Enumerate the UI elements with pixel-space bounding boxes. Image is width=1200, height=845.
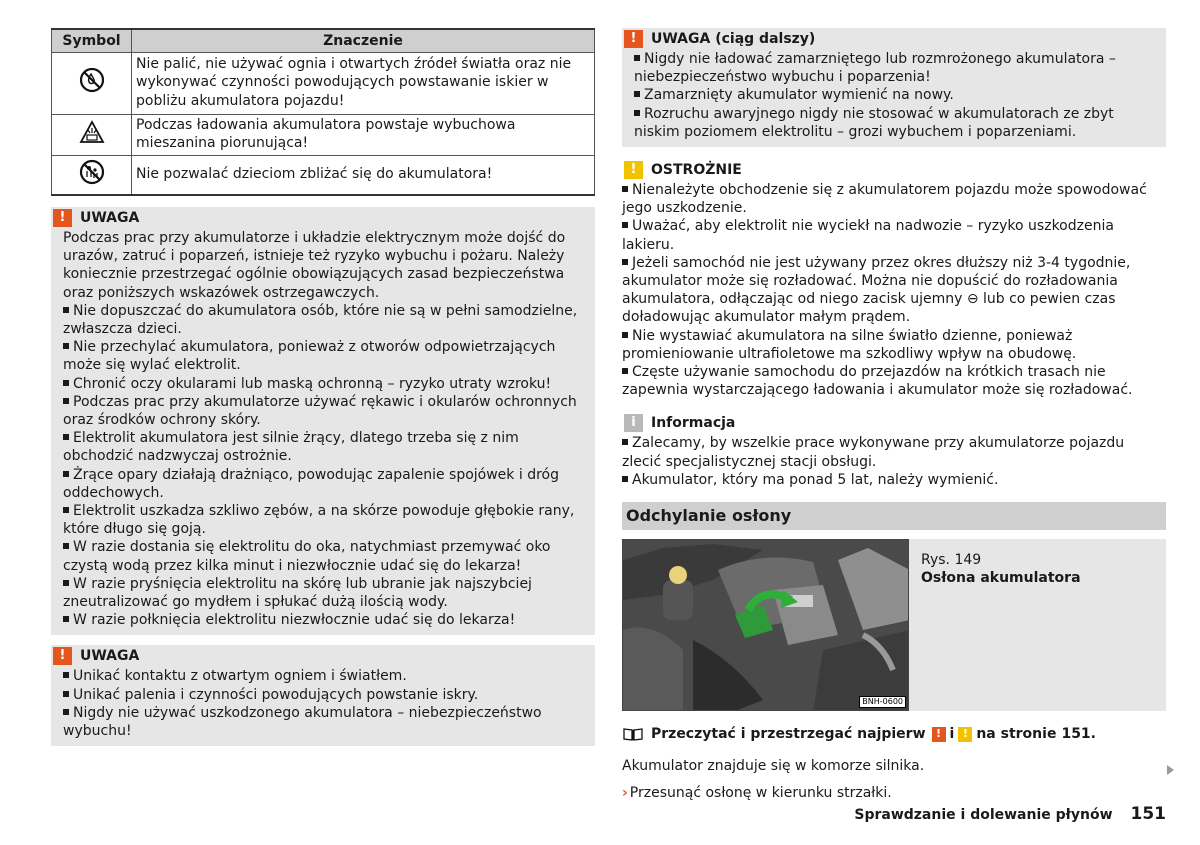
meaning-cell: Nie palić, nie używać ognia i otwartych źródeł światła oraz nie wykonywać czynności powodujących powstawanie iskier w pobliżu akumulatora pojazdu!	[132, 52, 595, 114]
list-item: Elektrolit akumulatora jest silnie żrący, dlatego trzeba się z nim obchodzić nadzwyczaj ostrożnie.	[63, 430, 519, 465]
symbol-cell	[52, 52, 132, 114]
step-item: › Przesunąć osłonę w kierunku strzałki.	[622, 785, 892, 802]
left-column	[51, 28, 595, 746]
info-title: Informacja	[651, 415, 736, 432]
list-item: Zamarznięty akumulator wymienić na nowy.	[634, 86, 1154, 104]
list-item: Zalecamy, by wszelkie prace wykonywane przy akumulatorze pojazdu zlecić specjalistycznej stacji obsługi.	[622, 435, 1125, 470]
table-header-symbol: Symbol	[52, 29, 132, 52]
bullet-icon	[622, 332, 628, 338]
warning-icon: !	[53, 209, 72, 227]
engine-bay-illustration	[623, 540, 909, 711]
list-item: Unikać kontaktu z otwartym ogniem i światłem.	[63, 667, 583, 685]
list-item: Nigdy nie ładować zamarzniętego lub rozmrożonego akumulatora – niebezpieczeństwo wybuchu i poparzenia!	[634, 51, 1116, 86]
bullet-icon	[622, 476, 628, 482]
warning-body	[51, 667, 595, 746]
warning-header	[51, 207, 595, 229]
warning-title: UWAGA	[80, 209, 140, 226]
warning-box	[51, 645, 595, 746]
keep-children-away-icon	[79, 159, 105, 185]
page-reference-link[interactable]: 151.	[1061, 725, 1096, 742]
meaning-cell: Nie pozwalać dzieciom zbliżać się do akumulatora!	[132, 155, 595, 195]
table-header-row	[52, 29, 595, 52]
table-row	[52, 155, 595, 195]
footer-section-title: Sprawdzanie i dolewanie płynów	[854, 807, 1113, 823]
warning-header	[622, 28, 1166, 50]
caution-ref-icon: !	[958, 727, 972, 742]
page-footer	[854, 805, 1166, 824]
explosive-mixture-icon	[79, 120, 105, 144]
caution-body	[622, 181, 1166, 399]
figure-row	[622, 539, 1166, 711]
list-item: Nienależyte obchodzenie się z akumulatorem pojazdu może spowodować jego uszkodzenie.	[622, 182, 1147, 217]
list-item: W razie połknięcia elektrolitu niezwłocznie udać się do lekarza!	[63, 611, 583, 629]
bullet-icon	[634, 110, 640, 116]
body-text: Akumulator znajduje się w komorze silnika.	[622, 758, 925, 775]
figure-image	[622, 539, 909, 711]
warning-title: UWAGA (ciąg dalszy)	[651, 30, 816, 47]
bullet-icon	[63, 672, 69, 678]
bullet-icon	[622, 368, 628, 374]
bullet-icon	[63, 471, 69, 477]
page-number: 151	[1130, 804, 1166, 824]
warning-box	[622, 28, 1166, 147]
info-icon: i	[624, 414, 643, 432]
warning-body	[622, 50, 1166, 147]
list-item: Uważać, aby elektrolit nie wyciekł na nadwozie – ryzyko uszkodzenia lakieru.	[622, 218, 1114, 253]
caution-section	[622, 159, 1166, 399]
book-icon	[622, 727, 644, 741]
right-column	[622, 28, 1166, 802]
list-item: Podczas prac przy akumulatorze używać rękawic i okularów ochronnych oraz środków ochrony skóry.	[63, 393, 577, 429]
figure-caption: Osłona akumulatora	[921, 570, 1081, 587]
figure-caption-panel	[909, 539, 1166, 711]
meaning-cell: Podczas ładowania akumulatora powstaje wybuchowa mieszanina piorunująca!	[132, 114, 595, 155]
list-item: Elektrolit uszkadza szkliwo zębów, a na skórze powoduje głębokie rany, które długo się goją.	[63, 503, 575, 538]
table-row	[52, 52, 595, 114]
list-item: Akumulator, który ma ponad 5 lat, należy wymienić.	[622, 471, 1166, 489]
read-first-and: i	[949, 725, 955, 742]
info-body	[622, 434, 1166, 489]
figure-label: Rys. 149	[921, 552, 982, 569]
info-header	[622, 412, 1166, 434]
bullet-icon	[63, 307, 69, 313]
warning-header	[51, 645, 595, 667]
read-first-line	[622, 724, 1166, 744]
bullet-icon	[63, 691, 69, 697]
warning-icon: !	[624, 30, 643, 48]
table-header-meaning: Znaczenie	[132, 29, 595, 52]
warning-title: UWAGA	[80, 648, 140, 665]
figure-code: BNH-0600	[859, 696, 906, 708]
list-item: W razie dostania się elektrolitu do oka, natychmiast przemywać oko czystą wodą przez kilka minut i niezwłocznie udać się do lekarza!	[63, 539, 551, 574]
bullet-icon	[63, 398, 69, 404]
list-item: Rozruchu awaryjnego nigdy nie stosować w akumulatorach ze zbyt niskim poziomem elektrolitu – grozi wybuchem i poparzeniami.	[634, 105, 1114, 140]
list-item: Nie przechylać akumulatora, ponieważ z otworów odpowietrzających może się wylać elektrolit.	[63, 339, 556, 374]
warning-ref-icon: !	[932, 727, 946, 742]
bullet-icon	[63, 616, 69, 622]
bullet-icon	[622, 222, 628, 228]
bullet-icon	[622, 186, 628, 192]
bullet-icon	[63, 343, 69, 349]
list-item: Żrące opary działają drażniąco, powodując zapalenie spojówek i dróg oddechowych.	[63, 466, 559, 501]
no-open-flame-icon	[79, 67, 105, 93]
bullet-icon	[63, 507, 69, 513]
list-item: Nie dopuszczać do akumulatora osób, które nie są w pełni samodzielne, zwłaszcza dzieci.	[63, 302, 578, 338]
symbol-cell	[52, 114, 132, 155]
table-row	[52, 114, 595, 155]
info-section	[622, 412, 1166, 489]
read-first-suffix: na stronie	[976, 725, 1057, 742]
warning-box	[51, 207, 595, 635]
list-item: W razie pryśnięcia elektrolitu na skórę lub ubranie jak najszybciej zneutralizować go mydłem i spłukać dużą ilością wody.	[63, 575, 532, 611]
list-item: Nie wystawiać akumulatora na silne światło dzienne, ponieważ promieniowanie ultrafioletowe ma szkodliwy wpływ na obudowę.	[622, 327, 1077, 362]
section-heading: Odchylanie osłony	[622, 502, 1166, 530]
list-item: Jeżeli samochód nie jest używany przez okres dłuższy niż 3-4 tygodnie, akumulator może się rozładować. Można nie dopuścić do rozładowania akumulatora, odłączając od niego zacisk ujemny ⊖ lub co pewien czas doładowując akumulator małym prądem.	[622, 254, 1131, 326]
read-first-prefix: Przeczytać i przestrzegać najpierw	[651, 725, 926, 742]
list-item: Unikać palenia i czynności powodujących powstanie iskry.	[63, 686, 583, 704]
list-item: Częste używanie samochodu do przejazdów na krótkich trasach nie zapewnia wystarczającego ładowania i akumulator może się rozładować.	[622, 364, 1133, 399]
bullet-icon	[63, 434, 69, 440]
bullet-icon	[63, 543, 69, 549]
bullet-icon	[63, 380, 69, 386]
bullet-icon	[634, 55, 640, 61]
bullet-icon	[634, 91, 640, 97]
bullet-icon	[622, 259, 628, 265]
caution-icon: !	[624, 161, 643, 179]
list-item: Chronić oczy okularami lub maską ochronną – ryzyko utraty wzroku!	[63, 375, 583, 393]
warning-intro: Podczas prac przy akumulatorze i układzie elektrycznym może dojść do urazów, zatruć i poparzeń, istnieje też ryzyko wybuchu i pożaru. Należy koniecznie przestrzegać ogólnie obowiązujących zasad bezpieczeństwa oraz poniższych wskazówek ostrzegawczych.	[63, 230, 566, 301]
warning-body	[51, 229, 595, 635]
bullet-icon	[63, 580, 69, 586]
caution-title: OSTROŻNIE	[651, 161, 742, 178]
caution-header	[622, 159, 1166, 181]
bullet-icon	[63, 709, 69, 715]
step-arrow-icon: ›	[622, 785, 628, 802]
symbol-cell	[52, 155, 132, 195]
list-item: Nigdy nie używać uszkodzonego akumulatora – niebezpieczeństwo wybuchu!	[63, 704, 542, 740]
warning-icon: !	[53, 647, 72, 665]
bullet-icon	[622, 439, 628, 445]
symbol-table	[51, 28, 595, 196]
continue-arrow-icon	[1167, 765, 1174, 775]
